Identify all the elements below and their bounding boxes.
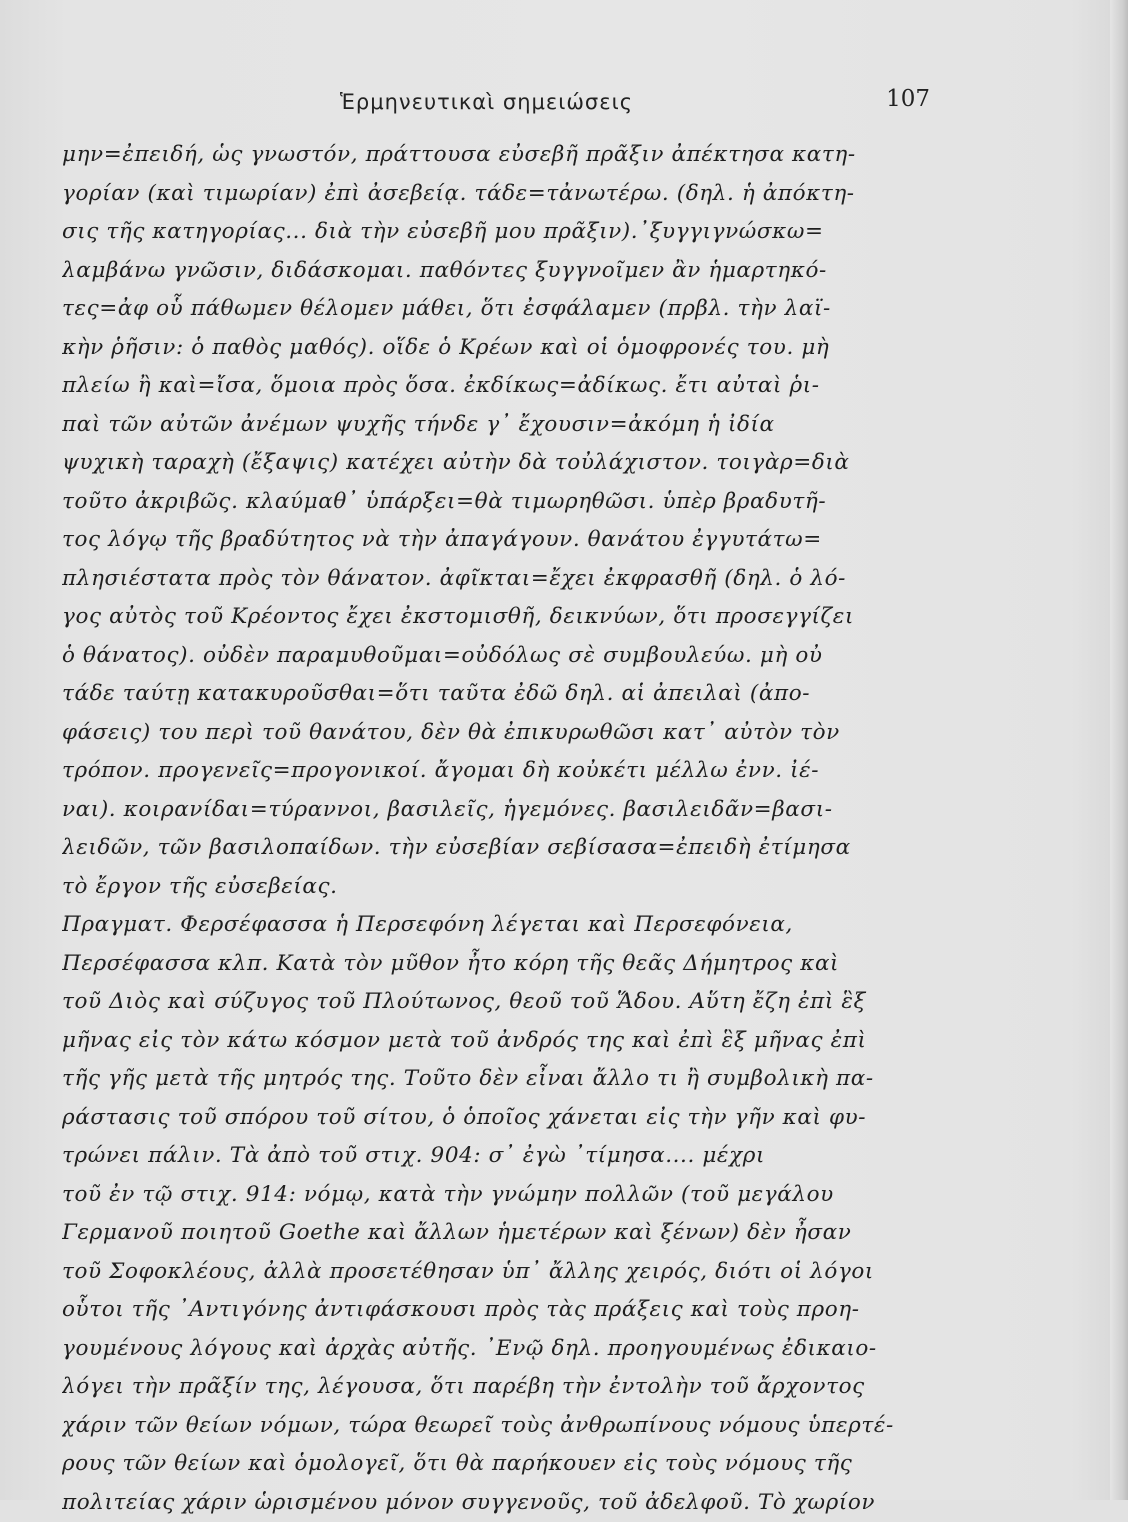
text-line: ψυχικὴ ταραχὴ (ἔξαψις) κατέχει αὐτὴν δὰ τοὐλάχιστον. τοιγὰρ=διὰ xyxy=(62,444,962,483)
text-line: τοῦ Σοφοκλέους, ἀλλὰ προσετέθησαν ὑπ᾽ ἄλλης χειρός, διότι οἱ λόγοι xyxy=(62,1253,962,1292)
text-line: τοῦ Διὸς καὶ σύζυγος τοῦ Πλούτωνος, θεοῦ τοῦ Ἅδου. Αὕτη ἔζη ἐπὶ ἓξ xyxy=(62,983,962,1022)
text-line: τες=ἀφ οὗ πάθωμεν θέλομεν μάθει, ὅτι ἐσφάλαμεν (πρβλ. τὴν λαϊ- xyxy=(62,290,962,329)
text-line: λαμβάνω γνῶσιν, διδάσκομαι. παθόντες ξυγγνοῖμεν ἂν ἡμαρτηκό- xyxy=(62,252,962,291)
text-line: μην=ἐπειδή, ὡς γνωστόν, πράττουσα εὐσεβῆ πρᾶξιν ἀπέκτησα κατη- xyxy=(62,136,962,175)
text-line: πλησιέστατα πρὸς τὸν θάνατον. ἀφῖκται=ἔχει ἐκφρασθῆ (δηλ. ὁ λό- xyxy=(62,560,962,599)
text-line: τοῦ ἐν τῷ στιχ. 914: νόμῳ, κατὰ τὴν γνώμην πολλῶν (τοῦ μεγάλου xyxy=(62,1176,962,1215)
text-line: τάδε ταύτῃ κατακυροῦσθαι=ὅτι ταῦτα ἐδῶ δηλ. αἱ ἀπειλαὶ (ἀπο- xyxy=(62,675,962,714)
text-line: ναι). κοιρανίδαι=τύραννοι, βασιλεῖς, ἡγεμόνες. βασιλειδᾶν=βασι- xyxy=(62,791,962,830)
running-title: Ἑρμηνευτικαὶ σημειώσεις xyxy=(340,90,633,114)
text-line: ράστασις τοῦ σπόρου τοῦ σίτου, ὁ ὁποῖος χάνεται εἰς τὴν γῆν καὶ φυ- xyxy=(62,1099,962,1138)
page-header xyxy=(60,90,930,130)
page-number: 107 xyxy=(886,86,930,112)
text-line: παὶ τῶν αὐτῶν ἀνέμων ψυχῆς τήνδε γ᾽ ἔχουσιν=ἀκόμη ἡ ἰδία xyxy=(62,406,962,445)
text-line: κὴν ῥῆσιν: ὁ παθὸς μαθός). οἵδε ὁ Κρέων καὶ οἱ ὁμοφρονές του. μὴ xyxy=(62,329,962,368)
page-edge-shadow xyxy=(1110,0,1128,1500)
text-line: τῆς γῆς μετὰ τῆς μητρός της. Τοῦτο δὲν εἶναι ἄλλο τι ἢ συμβολικὴ πα- xyxy=(62,1060,962,1099)
text-line: φάσεις) του περὶ τοῦ θανάτου, δὲν θὰ ἐπικυρωθῶσι κατ᾽ αὐτὸν τὸν xyxy=(62,714,962,753)
text-line: τὸ ἔργον τῆς εὐσεβείας. xyxy=(62,868,962,907)
text-line: πολιτείας χάριν ὡρισμένου μόνον συγγενοῦς, τοῦ ἀδελφοῦ. Τὸ χωρίον xyxy=(62,1484,962,1522)
text-line: τρώνει πάλιν. Τὰ ἀπὸ τοῦ στιχ. 904: σ᾽ ἐγὼ ᾽τίμησα.... μέχρι xyxy=(62,1137,962,1176)
text-line: σις τῆς κατηγορίας... διὰ τὴν εὐσεβῆ μου πρᾶξιν).᾽ξυγγιγνώσκω= xyxy=(62,213,962,252)
text-line: πλείω ἢ καὶ=ἴσα, ὅμοια πρὸς ὅσα. ἐκδίκως=ἀδίκως. ἔτι αὐταὶ ῥι- xyxy=(62,367,962,406)
paragraph-start-line: Πραγματ. Φερσέφασσα ἡ Περσεφόνη λέγεται καὶ Περσεφόνεια, xyxy=(62,906,962,945)
text-line: τοῦτο ἀκριβῶς. κλαύμαθ᾽ ὑπάρξει=θὰ τιμωρηθῶσι. ὑπὲρ βραδυτῆ- xyxy=(62,483,962,522)
text-line: ρους τῶν θείων καὶ ὁμολογεῖ, ὅτι θὰ παρήκουεν εἰς τοὺς νόμους τῆς xyxy=(62,1445,962,1484)
text-line: λειδῶν, τῶν βασιλοπαίδων. τὴν εὐσεβίαν σεβίσασα=ἐπειδὴ ἐτίμησα xyxy=(62,829,962,868)
commentary-text xyxy=(62,136,962,1522)
text-line: οὗτοι τῆς ᾽Αντιγόνης ἀντιφάσκουσι πρὸς τὰς πράξεις καὶ τοὺς προη- xyxy=(62,1291,962,1330)
text-line: γορίαν (καὶ τιμωρίαν) ἐπὶ ἀσεβείᾳ. τάδε=τἀνωτέρω. (δηλ. ἡ ἀπόκτη- xyxy=(62,175,962,214)
text-line: ὁ θάνατος). οὐδὲν παραμυθοῦμαι=οὐδόλως σὲ συμβουλεύω. μὴ οὐ xyxy=(62,637,962,676)
text-line: Περσέφασσα κλπ. Κατὰ τὸν μῦθον ἦτο κόρη τῆς θεᾶς Δήμητρος καὶ xyxy=(62,945,962,984)
text-line: Γερμανοῦ ποιητοῦ Goethe καὶ ἄλλων ἡμετέρων καὶ ξένων) δὲν ἦσαν xyxy=(62,1214,962,1253)
text-line: λόγει τὴν πρᾶξίν της, λέγουσα, ὅτι παρέβη τὴν ἐντολὴν τοῦ ἄρχοντος xyxy=(62,1368,962,1407)
text-line: γος αὐτὸς τοῦ Κρέοντος ἔχει ἐκστομισθῆ, δεικνύων, ὅτι προσεγγίζει xyxy=(62,598,962,637)
text-line: χάριν τῶν θείων νόμων, τώρα θεωρεῖ τοὺς ἀνθρωπίνους νόμους ὑπερτέ- xyxy=(62,1407,962,1446)
text-line: τρόπον. προγενεῖς=προγονικοί. ἄγομαι δὴ κοὐκέτι μέλλω ἐνν. ἰέ- xyxy=(62,752,962,791)
text-line: μῆνας εἰς τὸν κάτω κόσμον μετὰ τοῦ ἀνδρός της καὶ ἐπὶ ἓξ μῆνας ἐπὶ xyxy=(62,1022,962,1061)
text-line: τος λόγῳ τῆς βραδύτητος νὰ τὴν ἀπαγάγουν. θανάτου ἐγγυτάτω= xyxy=(62,521,962,560)
text-line: γουμένους λόγους καὶ ἀρχὰς αὐτῆς. ᾽Ενῷ δηλ. προηγουμένως ἐδικαιο- xyxy=(62,1330,962,1369)
